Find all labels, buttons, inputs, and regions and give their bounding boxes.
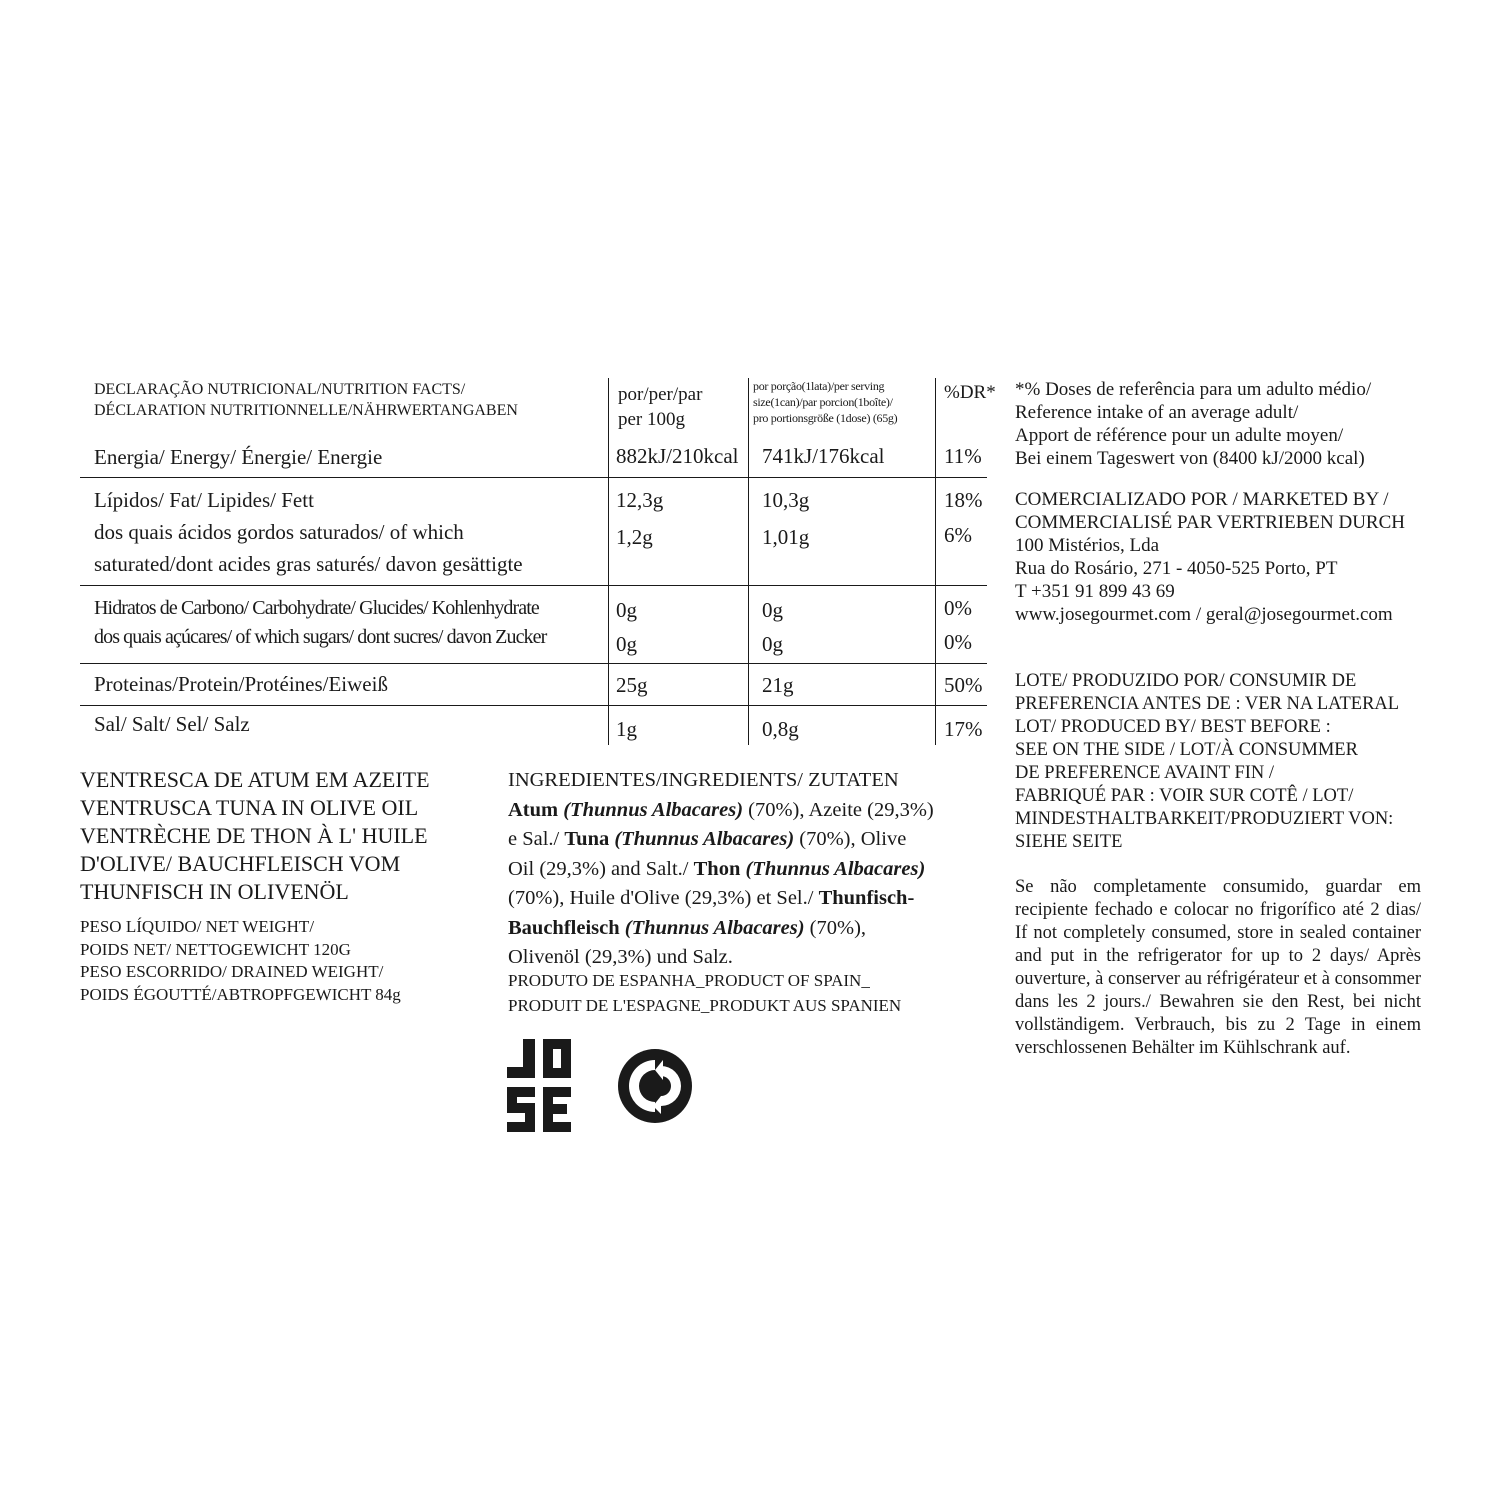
carbs-per100: 0g <box>616 598 637 622</box>
logo-letter-j-foot <box>507 1067 535 1078</box>
country-of-origin: PRODUTO DE ESPANHA_PRODUCT OF SPAIN_ PRODUIT DE L'ESPAGNE_PRODUKT AUS SPANIEN <box>508 971 902 1015</box>
lot-best-before-block: LOTE/ PRODUZIDO POR/ CONSUMIR DE PREFERENCIA ANTES DE : VER NA LATERAL LOT/ PRODUCED BY/ BEST BEFORE : SEE ON THE SIDE / LOT/À CONSUMMER DE PREFERENCE AVAINT FIN / FABRIQUÉ PAR : VOIR SUR COTÊ / LOT/ MINDESTHALTBARKEIT/PRODUZIERT VON: SIEHE SEITE <box>1015 671 1400 852</box>
carbs-serving: 0g <box>762 598 783 622</box>
dr-header: %DR* <box>944 382 996 403</box>
ingredients-title: INGREDIENTES/INGREDIENTS/ ZUTATEN <box>508 769 899 791</box>
marketed-by-block: COMERCIALIZADO POR / MARKETED BY / COMMERCIALISÉ PAR VERTRIEBEN DURCH 100 Mistérios, Lda Rua do Rosário, 271 - 4050-525 Porto, PT T +351 91 899 43 69 www.josegourmet.com / geral@josegourmet.com <box>1015 489 1405 625</box>
storage-instructions: Se não completamente consumido, guardar em recipiente fechado e colocar no frigorífico até 2 dias/ If not completely consumed, store in sealed container and put in the refrigerator for up to 2 days/ Après ouverture, à conserver au réfrigérateur et à consommer dans les 2 jours./ Bewahren sie den Rest, bei nicht vollständigem. Verbrauch, bis zu 2 Tage in einem verschlossenen Behälter im Kühlschrank auf. <box>1015 877 1422 1058</box>
row-rule <box>80 705 987 706</box>
ingredients-line: Bauchfleisch (Thunnus Albacares) (70%), <box>508 916 867 939</box>
sugars-serving: 0g <box>762 632 783 656</box>
protein-dr: 50% <box>944 673 983 697</box>
per-serving-header: por porção(1lata)/per serving size(1can)/par porcion(1boîte)/ pro portionsgröße (1dose) (65g) <box>753 379 898 425</box>
fat-dr: 18% <box>944 488 983 512</box>
protein-per100: 25g <box>616 673 648 697</box>
green-dot-recycling-icon <box>617 1048 693 1124</box>
row-rule <box>80 663 987 664</box>
column-rule <box>748 378 749 745</box>
salt-dr: 17% <box>944 717 983 741</box>
saturates-label: dos quais ácidos gordos saturados/ of which saturated/dont acides gras saturés/ davon gesättigte <box>94 520 523 576</box>
ingredients-line: Atum (Thunnus Albacares) (70%), Azeite (29,3%) <box>508 798 934 821</box>
ingredients-line: (70%), Huile d'Olive (29,3%) et Sel./ Thunfisch- <box>508 887 915 909</box>
carbs-label: Hidratos de Carbono/ Carbohydrate/ Glucides/ Kohlenhydrate <box>94 597 539 619</box>
row-rule <box>80 477 987 478</box>
product-name: VENTRESCA DE ATUM EM AZEITE VENTRUSCA TUNA IN OLIVE OIL VENTRÈCHE DE THON À L' HUILE D'OLIVE/ BAUCHFLEISCH VOM THUNFISCH IN OLIVENÖL <box>80 767 430 904</box>
column-rule <box>608 378 609 745</box>
reference-intake-note: *% Doses de referência para um adulto médio/ Reference intake of an average adult/ Apport de référence pour un adulte moyen/ Bei einem Tageswert von (8400 kJ/2000 kcal) <box>1015 379 1372 469</box>
salt-per100: 1g <box>616 717 637 741</box>
nutrition-title: DECLARAÇÃO NUTRICIONAL/NUTRITION FACTS/ DÉCLARATION NUTRITIONNELLE/NÄHRWERTANGABEN <box>94 381 518 419</box>
carbs-dr: 0% <box>944 596 972 620</box>
energy-serving: 741kJ/176kcal <box>762 444 885 468</box>
logo-letter-e <box>543 1087 571 1132</box>
per-100g-header: por/per/par per 100g <box>618 384 703 430</box>
row-rule <box>80 585 987 586</box>
ingredients-line: e Sal./ Tuna (Thunnus Albacares) (70%), Olive <box>508 828 907 850</box>
logo-letter-s <box>507 1087 535 1132</box>
salt-serving: 0,8g <box>762 717 799 741</box>
nutrition-table <box>0 0 1000 760</box>
sugars-label: dos quais açúcares/ of which sugars/ dont sucres/ davon Zucker <box>94 626 547 648</box>
jose-brand-logo <box>505 1037 573 1134</box>
ingredients-line: Oil (29,3%) and Salt./ Thon (Thunnus Albacares) <box>508 857 926 880</box>
sugars-dr: 0% <box>944 630 972 654</box>
sugars-per100: 0g <box>616 632 637 656</box>
contact-links: www.josegourmet.com / geral@josegourmet.com <box>1015 604 1393 625</box>
fat-label: Lípidos/ Fat/ Lipides/ Fett <box>94 488 314 512</box>
logo-letter-o <box>543 1039 571 1078</box>
protein-label: Proteinas/Protein/Protéines/Eiweiß <box>94 672 388 696</box>
ingredients-block <box>508 766 934 973</box>
net-weight-block: PESO LÍQUIDO/ NET WEIGHT/ POIDS NET/ NETTOGEWICHT 120G PESO ESCORRIDO/ DRAINED WEIGHT/ POIDS ÉGOUTTÉ/ABTROPFGEWICHT 84g <box>80 917 401 1004</box>
energy-per100: 882kJ/210kcal <box>616 444 739 468</box>
saturates-per100: 1,2g <box>616 525 653 549</box>
ingredients-line: Olivenöl (29,3%) und Salz. <box>508 946 733 968</box>
column-rule <box>935 378 936 745</box>
energy-label: Energia/ Energy/ Énergie/ Energie <box>94 445 383 469</box>
fat-serving: 10,3g <box>762 488 810 512</box>
salt-label: Sal/ Salt/ Sel/ Salz <box>94 712 250 736</box>
energy-dr: 11% <box>944 444 982 468</box>
fat-per100: 12,3g <box>616 488 664 512</box>
saturates-serving: 1,01g <box>762 525 810 549</box>
protein-serving: 21g <box>762 673 794 697</box>
saturates-dr: 6% <box>944 523 972 547</box>
